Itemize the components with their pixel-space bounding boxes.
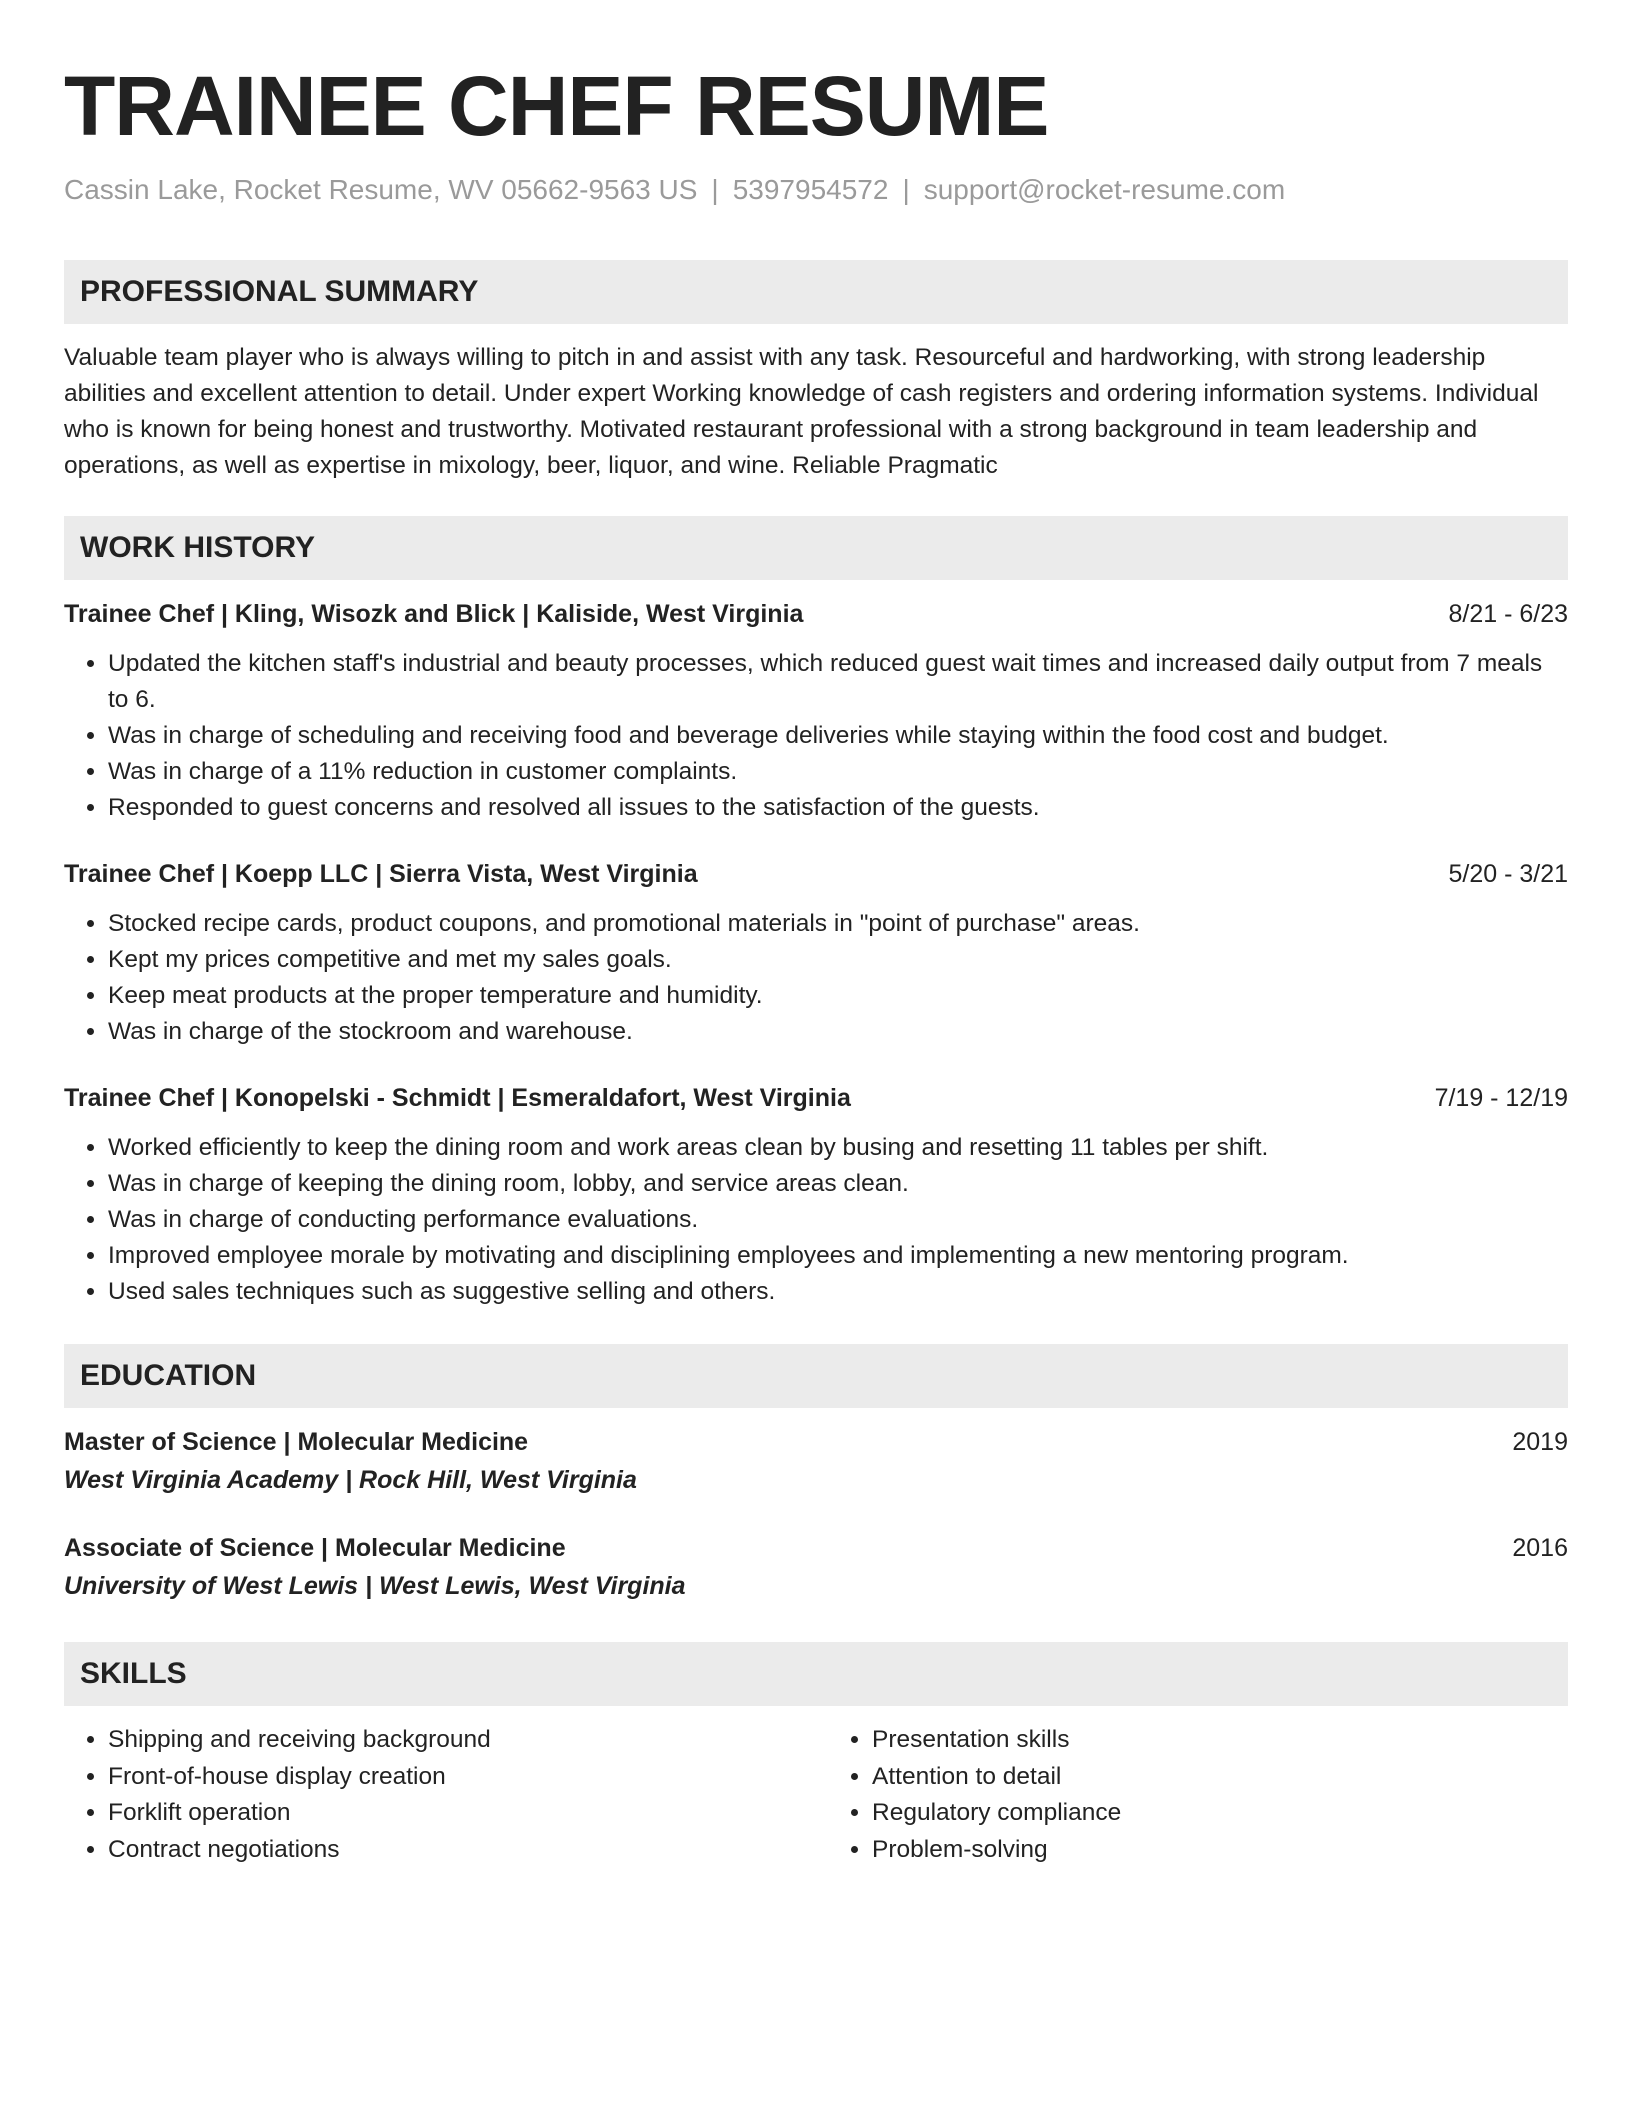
contact-line — [64, 172, 1568, 208]
contact-email: support@rocket-resume.com — [923, 174, 1286, 205]
education-school: West Virginia Academy | Rock Hill, West Virginia — [64, 1466, 637, 1494]
skill-item: • Forklift operation — [108, 1795, 816, 1832]
resume-title: TRAINEE CHEF RESUME — [64, 59, 1049, 153]
job-dates: 5/20 - 3/21 — [1448, 860, 1568, 888]
job-bullet: • Improved employee morale by motivating and disciplining employees and implementing a new mentoring program. — [108, 1238, 1568, 1274]
job-bullet: • Kept my prices competitive and met my sales goals. — [108, 942, 1568, 978]
job-bullet: • Was in charge of conducting performance evaluations. — [108, 1202, 1568, 1238]
job-bullets — [64, 646, 1568, 826]
job-bullet: • Was in charge of a 11% reduction in customer complaints. — [108, 754, 1568, 790]
education-school: University of West Lewis | West Lewis, West Virginia — [64, 1572, 686, 1600]
contact-separator: | — [711, 174, 719, 205]
education-degree: Associate of Science | Molecular Medicine — [64, 1534, 566, 1562]
job-dates: 7/19 - 12/19 — [1434, 1084, 1568, 1112]
skill-item: • Contract negotiations — [108, 1832, 816, 1869]
skills-heading: SKILLS — [64, 1642, 1568, 1706]
skill-item: • Shipping and receiving background — [108, 1722, 816, 1759]
contact-address: Cassin Lake, Rocket Resume, WV 05662-9563 US — [64, 174, 698, 205]
job-bullets — [64, 906, 1568, 1050]
job-title-line: Trainee Chef | Konopelski - Schmidt | Esmeraldafort, West Virginia — [64, 1084, 851, 1112]
job-entry — [64, 596, 1568, 826]
skill-item: • Front-of-house display creation — [108, 1759, 816, 1796]
education-year: 2019 — [1512, 1428, 1568, 1456]
contact-separator: | — [902, 174, 910, 205]
skill-item: • Problem-solving — [872, 1832, 1568, 1869]
work-history-heading: WORK HISTORY — [64, 516, 1568, 580]
job-bullet: • Responded to guest concerns and resolved all issues to the satisfaction of the guests. — [108, 790, 1568, 826]
job-bullet: • Keep meat products at the proper temperature and humidity. — [108, 978, 1568, 1014]
job-bullets — [64, 1130, 1568, 1310]
education-heading: EDUCATION — [64, 1344, 1568, 1408]
skills-list — [64, 1722, 1568, 1868]
job-dates: 8/21 - 6/23 — [1448, 600, 1568, 628]
summary-text: Valuable team player who is always willing to pitch in and assist with any task. Resourceful and hardworking, with strong leadership abilities and excellent attention to detail. Under expert Working knowledge of cash registers and ordering information systems. Individual who is known for being honest and trustworthy. Motivated restaurant professional with a strong background in team leadership and operations, as well as expertise in mixology, beer, liquor, and wine. Reliable Pragmatic — [64, 344, 1539, 479]
skill-item: • Regulatory compliance — [872, 1795, 1568, 1832]
education-entry — [64, 1424, 1568, 1500]
skills-column-left — [64, 1722, 816, 1868]
job-title-line: Trainee Chef | Koepp LLC | Sierra Vista, West Virginia — [64, 860, 698, 888]
job-title-line: Trainee Chef | Kling, Wisozk and Blick | Kaliside, West Virginia — [64, 600, 804, 628]
summary-heading: PROFESSIONAL SUMMARY — [64, 260, 1568, 324]
job-bullet: • Was in charge of keeping the dining room, lobby, and service areas clean. — [108, 1166, 1568, 1202]
job-bullet: • Was in charge of scheduling and receiving food and beverage deliveries while staying within the food cost and budget. — [108, 718, 1568, 754]
job-bullet: • Updated the kitchen staff's industrial and beauty processes, which reduced guest wait times and increased daily output from 7 meals to 6. — [108, 646, 1568, 718]
skill-item: • Attention to detail — [872, 1759, 1568, 1796]
job-bullet: • Worked efficiently to keep the dining room and work areas clean by busing and resetting 11 tables per shift. — [108, 1130, 1568, 1166]
job-bullet: • Used sales techniques such as suggestive selling and others. — [108, 1274, 1568, 1310]
job-bullet: • Was in charge of the stockroom and warehouse. — [108, 1014, 1568, 1050]
skill-item: • Presentation skills — [872, 1722, 1568, 1759]
job-entry — [64, 1080, 1568, 1310]
job-bullet: • Stocked recipe cards, product coupons, and promotional materials in "point of purchase" areas. — [108, 906, 1568, 942]
job-entry — [64, 856, 1568, 1050]
contact-phone: 5397954572 — [732, 174, 889, 205]
education-entry — [64, 1530, 1568, 1606]
education-year: 2016 — [1512, 1534, 1568, 1562]
education-degree: Master of Science | Molecular Medicine — [64, 1428, 529, 1456]
skills-column-right — [816, 1722, 1568, 1868]
